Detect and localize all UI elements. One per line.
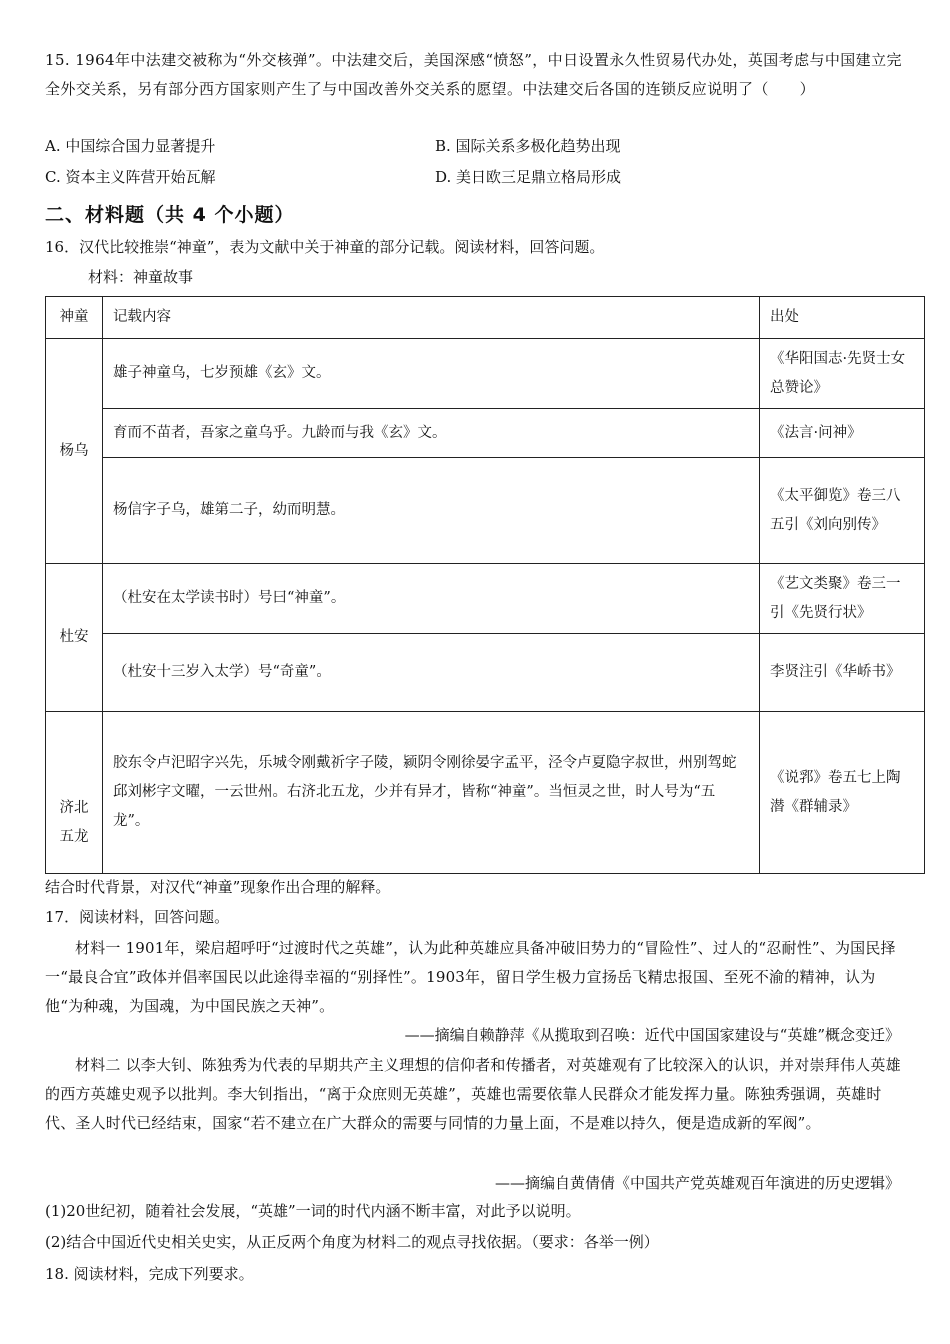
q15-option-b: B. 国际关系多极化趋势出现 [435, 137, 621, 155]
row-content: 杨信字子乌，雄第二子，幼而明慧。 [103, 458, 760, 564]
row-content: （杜安在太学读书时）号曰“神童”。 [103, 564, 760, 634]
q18-intro: 18. 阅读材料，完成下列要求。 [45, 1265, 254, 1283]
q17-intro: 17．阅读材料，回答问题。 [45, 908, 230, 926]
row-source: 《华阳国志·先贤士女总赞论》 [760, 339, 925, 409]
name-jibei-wulong [46, 712, 103, 874]
section-title: 二、材料题（共 4 个小题） [45, 204, 295, 226]
row-source: 《说郛》卷五七上陶潜《群辅录》 [760, 712, 925, 874]
table-row [46, 564, 925, 634]
q15-option-a: A. 中国综合国力显著提升 [45, 137, 216, 155]
row-content: 胶东令卢汜昭字兴先，乐城令刚戴祈字子陵，颍阴令刚徐晏字孟平，泾令卢夏隐字叔世，州别驾蛇邱刘彬字文曜，一云世州。右济北五龙，少并有异才，皆称“神童”。当恒灵之世，时人号为“五龙”。 [103, 712, 760, 874]
shentong-table [45, 296, 925, 874]
q17-material-1-source: ——摘编自赖静萍《从揽取到召唤：近代中国国家建设与“英雄”概念变迁》 [404, 1026, 900, 1044]
q15-option-d: D. 美日欧三足鼎立格局形成 [435, 168, 622, 186]
q17-material-1: 材料一 1901年，梁启超呼吁“过渡时代之英雄”，认为此种英雄应具备冲破旧势力的“冒险性”、过人的“忍耐性”、为国民择一“最良合宜”政体并倡率国民以此途得幸福的“别择性”。1903年，留日学生极力宣扬岳飞精忠报国、至死不渝的精神，认为他“为种魂，为国魂，为中国民族之天神”。 [45, 939, 896, 1015]
row-content: 雄子神童乌，七岁预雄《玄》文。 [103, 339, 760, 409]
q17-material-2: 材料二 以李大钊、陈独秀为代表的早期共产主义理想的信仰者和传播者，对英雄观有了比较深入的认识，并对崇拜伟人英雄的西方英雄史观予以批判。李大钊指出，“离于众庶则无英雄”，英雄也需要依靠人民群众才能发挥力量。陈独秀强调，英雄时代、圣人时代已经结束，国家“若不建立在广大群众的需要与同情的力量上面，不是难以持久，便是造成新的军阀”。 [45, 1056, 901, 1132]
name-duan: 杜安 [46, 564, 103, 712]
header-content: 记载内容 [103, 297, 760, 339]
header-source: 出处 [760, 297, 925, 339]
table-row [46, 339, 925, 409]
row-source: 《艺文类聚》卷三一引《先贤行状》 [760, 564, 925, 634]
jibei-wulong-label: 济北五龙 [59, 799, 89, 845]
table-row [46, 458, 925, 564]
q16-intro: 16．汉代比较推崇“神童”，表为文献中关于神童的部分记载。阅读材料，回答问题。 [45, 238, 605, 256]
header-name: 神童 [46, 297, 103, 339]
q16-question: 结合时代背景，对汉代“神童”现象作出合理的解释。 [45, 878, 391, 896]
row-source: 《法言·问神》 [760, 409, 925, 458]
table-row [46, 634, 925, 712]
table-row [46, 712, 925, 874]
table-row [46, 409, 925, 458]
q16-material-label: 材料：神童故事 [88, 268, 194, 286]
name-yangwu: 杨乌 [46, 339, 103, 564]
q17-question-2: (2)结合中国近代史相关史实，从正反两个角度为材料二的观点寻找依据。（要求：各举一例） [45, 1233, 659, 1251]
table-header-row [46, 297, 925, 339]
q15-stem: 15. 1964年中法建交被称为“外交核弹”。中法建交后，美国深感“愤怒”，中日设置永久性贸易代办处，英国考虑与中国建立完全外交关系，另有部分西方国家则产生了与中国改善外交关系的愿望。中法建交后各国的连锁反应说明了（ ） [45, 51, 902, 98]
row-source: 《太平御览》卷三八五引《刘向别传》 [760, 458, 925, 564]
row-source: 李贤注引《华峤书》 [760, 634, 925, 712]
q17-question-1: (1)20世纪初，随着社会发展，“英雄”一词的时代内涵不断丰富，对此予以说明。 [45, 1202, 581, 1220]
row-content: 育而不苗者，吾家之童乌乎。九龄而与我《玄》文。 [103, 409, 760, 458]
q15-option-c: C. 资本主义阵营开始瓦解 [45, 168, 216, 186]
q17-material-2-source: ——摘编自黄倩倩《中国共产党英雄观百年演进的历史逻辑》 [494, 1174, 900, 1192]
row-content: （杜安十三岁入太学）号“奇童”。 [103, 634, 760, 712]
